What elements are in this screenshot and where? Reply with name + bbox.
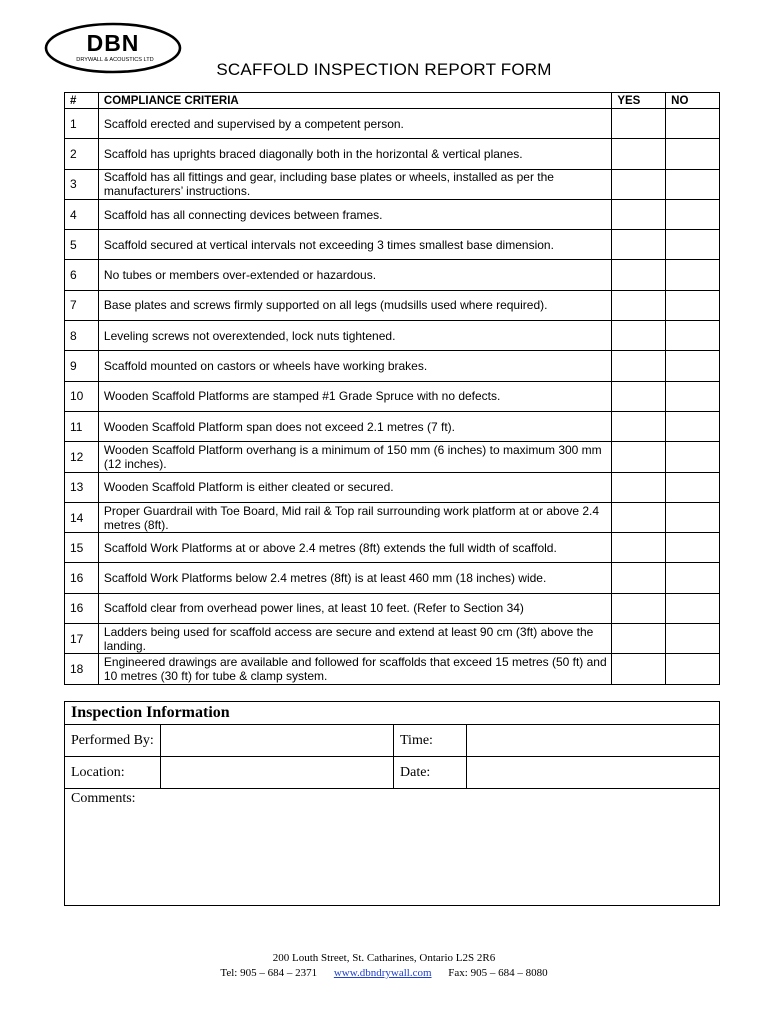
table-row <box>65 290 720 320</box>
footer-fax: Fax: 905 – 684 – 8080 <box>448 967 548 979</box>
no-checkbox-cell[interactable] <box>666 290 720 320</box>
yes-checkbox-cell[interactable] <box>612 472 666 502</box>
no-checkbox-cell[interactable] <box>666 472 720 502</box>
yes-checkbox-cell[interactable] <box>612 381 666 411</box>
yes-checkbox-cell[interactable] <box>612 290 666 320</box>
performed-by-field[interactable] <box>161 725 394 757</box>
footer <box>0 951 768 981</box>
no-checkbox-cell[interactable] <box>666 381 720 411</box>
table-row <box>65 593 720 623</box>
yes-checkbox-cell[interactable] <box>612 169 666 199</box>
row-number: 8 <box>65 321 99 351</box>
row-number: 4 <box>65 199 99 229</box>
row-criteria-text: Scaffold clear from overhead power lines, at least 10 feet. (Refer to Section 34) <box>98 593 611 623</box>
location-field[interactable] <box>161 757 394 789</box>
row-criteria-text: Scaffold secured at vertical intervals not exceeding 3 times smallest base dimension. <box>98 230 611 260</box>
row-criteria-text: Scaffold Work Platforms below 2.4 metres (8ft) is at least 460 mm (18 inches) wide. <box>98 563 611 593</box>
row-criteria-text: Wooden Scaffold Platform span does not exceed 2.1 metres (7 ft). <box>98 411 611 441</box>
yes-checkbox-cell[interactable] <box>612 533 666 563</box>
table-row <box>65 624 720 654</box>
no-checkbox-cell[interactable] <box>666 411 720 441</box>
yes-checkbox-cell[interactable] <box>612 351 666 381</box>
yes-checkbox-cell[interactable] <box>612 139 666 169</box>
row-number: 11 <box>65 411 99 441</box>
yes-checkbox-cell[interactable] <box>612 624 666 654</box>
yes-checkbox-cell[interactable] <box>612 321 666 351</box>
no-checkbox-cell[interactable] <box>666 199 720 229</box>
row-number: 15 <box>65 533 99 563</box>
header-number: # <box>65 93 99 109</box>
table-row <box>65 502 720 532</box>
table-row <box>65 199 720 229</box>
table-row <box>65 533 720 563</box>
yes-checkbox-cell[interactable] <box>612 563 666 593</box>
table-row <box>65 139 720 169</box>
logo-tagline: DRYWALL & ACOUSTICS LTD <box>76 57 154 63</box>
no-checkbox-cell[interactable] <box>666 593 720 623</box>
row-criteria-text: Scaffold has all connecting devices between frames. <box>98 199 611 229</box>
row-criteria-text: Ladders being used for scaffold access are secure and extend at least 90 cm (3ft) above the landing. <box>98 624 611 654</box>
table-row <box>65 654 720 684</box>
yes-checkbox-cell[interactable] <box>612 109 666 139</box>
performed-by-label: Performed By: <box>65 725 161 757</box>
no-checkbox-cell[interactable] <box>666 169 720 199</box>
row-criteria-text: Wooden Scaffold Platforms are stamped #1 Grade Spruce with no defects. <box>98 381 611 411</box>
criteria-rows <box>65 109 720 685</box>
time-label: Time: <box>394 725 467 757</box>
no-checkbox-cell[interactable] <box>666 502 720 532</box>
logo-brand: DBN <box>86 30 140 56</box>
row-criteria-text: Base plates and screws firmly supported on all legs (mudsills used where required). <box>98 290 611 320</box>
row-number: 12 <box>65 442 99 472</box>
form-title: SCAFFOLD INSPECTION REPORT FORM <box>216 60 552 79</box>
yes-checkbox-cell[interactable] <box>612 199 666 229</box>
row-criteria-text: Wooden Scaffold Platform is either cleated or secured. <box>98 472 611 502</box>
no-checkbox-cell[interactable] <box>666 260 720 290</box>
yes-checkbox-cell[interactable] <box>612 411 666 441</box>
row-criteria-text: Proper Guardrail with Toe Board, Mid rail & Top rail surrounding work platform at or above 2.4 metres (8ft). <box>98 502 611 532</box>
row-number: 14 <box>65 502 99 532</box>
date-field[interactable] <box>467 757 720 789</box>
row-number: 7 <box>65 290 99 320</box>
table-row <box>65 260 720 290</box>
row-number: 10 <box>65 381 99 411</box>
header-yes: YES <box>612 93 666 109</box>
yes-checkbox-cell[interactable] <box>612 260 666 290</box>
yes-checkbox-cell[interactable] <box>612 654 666 684</box>
inspection-information-table <box>64 701 720 906</box>
row-criteria-text: Scaffold has all fittings and gear, including base plates or wheels, installed as per the manufacturers’ instructions. <box>98 169 611 199</box>
no-checkbox-cell[interactable] <box>666 109 720 139</box>
yes-checkbox-cell[interactable] <box>612 442 666 472</box>
header-criteria: COMPLIANCE CRITERIA <box>98 93 611 109</box>
row-number: 2 <box>65 139 99 169</box>
row-criteria-text: Leveling screws not overextended, lock nuts tightened. <box>98 321 611 351</box>
row-number: 13 <box>65 472 99 502</box>
table-row <box>65 472 720 502</box>
table-row <box>65 442 720 472</box>
row-criteria-text: Scaffold erected and supervised by a competent person. <box>98 109 611 139</box>
table-row <box>65 230 720 260</box>
no-checkbox-cell[interactable] <box>666 624 720 654</box>
footer-contact-line <box>0 966 768 981</box>
row-number: 1 <box>65 109 99 139</box>
no-checkbox-cell[interactable] <box>666 654 720 684</box>
table-row <box>65 563 720 593</box>
table-row <box>65 381 720 411</box>
yes-checkbox-cell[interactable] <box>612 593 666 623</box>
row-number: 6 <box>65 260 99 290</box>
row-number: 18 <box>65 654 99 684</box>
table-row <box>65 321 720 351</box>
table-row <box>65 109 720 139</box>
comments-field[interactable] <box>65 789 720 906</box>
compliance-table <box>64 92 720 685</box>
row-number: 16 <box>65 593 99 623</box>
no-checkbox-cell[interactable] <box>666 533 720 563</box>
row-criteria-text: No tubes or members over-extended or hazardous. <box>98 260 611 290</box>
yes-checkbox-cell[interactable] <box>612 502 666 532</box>
no-checkbox-cell[interactable] <box>666 442 720 472</box>
footer-tel: Tel: 905 – 684 – 2371 <box>220 967 318 979</box>
row-criteria-text: Wooden Scaffold Platform overhang is a minimum of 150 mm (6 inches) to maximum 300 mm (12 inches). <box>98 442 611 472</box>
row-number: 17 <box>65 624 99 654</box>
date-label: Date: <box>394 757 467 789</box>
inspection-heading: Inspection Information <box>65 702 720 725</box>
header-no: NO <box>666 93 720 109</box>
no-checkbox-cell[interactable] <box>666 563 720 593</box>
footer-address: 200 Louth Street, St. Catharines, Ontario L2S 2R6 <box>272 952 496 964</box>
row-number: 16 <box>65 563 99 593</box>
no-checkbox-cell[interactable] <box>666 230 720 260</box>
row-criteria-text: Scaffold mounted on castors or wheels have working brakes. <box>98 351 611 381</box>
time-field[interactable] <box>467 725 720 757</box>
row-number: 9 <box>65 351 99 381</box>
no-checkbox-cell[interactable] <box>666 139 720 169</box>
row-number: 3 <box>65 169 99 199</box>
no-checkbox-cell[interactable] <box>666 321 720 351</box>
row-criteria-text: Scaffold Work Platforms at or above 2.4 metres (8ft) extends the full width of scaffold. <box>98 533 611 563</box>
no-checkbox-cell[interactable] <box>666 351 720 381</box>
table-row <box>65 411 720 441</box>
website-link[interactable]: www.dbndrywall.com <box>333 967 432 979</box>
row-criteria-text: Engineered drawings are available and followed for scaffolds that exceed 15 metres (50 ft) and 10 metres (30 ft) for tube & clamp system. <box>98 654 611 684</box>
table-row <box>65 351 720 381</box>
table-row <box>65 169 720 199</box>
table-header-row <box>65 93 720 109</box>
yes-checkbox-cell[interactable] <box>612 230 666 260</box>
row-number: 5 <box>65 230 99 260</box>
row-criteria-text: Scaffold has uprights braced diagonally both in the horizontal & vertical planes. <box>98 139 611 169</box>
comments-label: Comments: <box>71 791 136 806</box>
location-label: Location: <box>65 757 161 789</box>
